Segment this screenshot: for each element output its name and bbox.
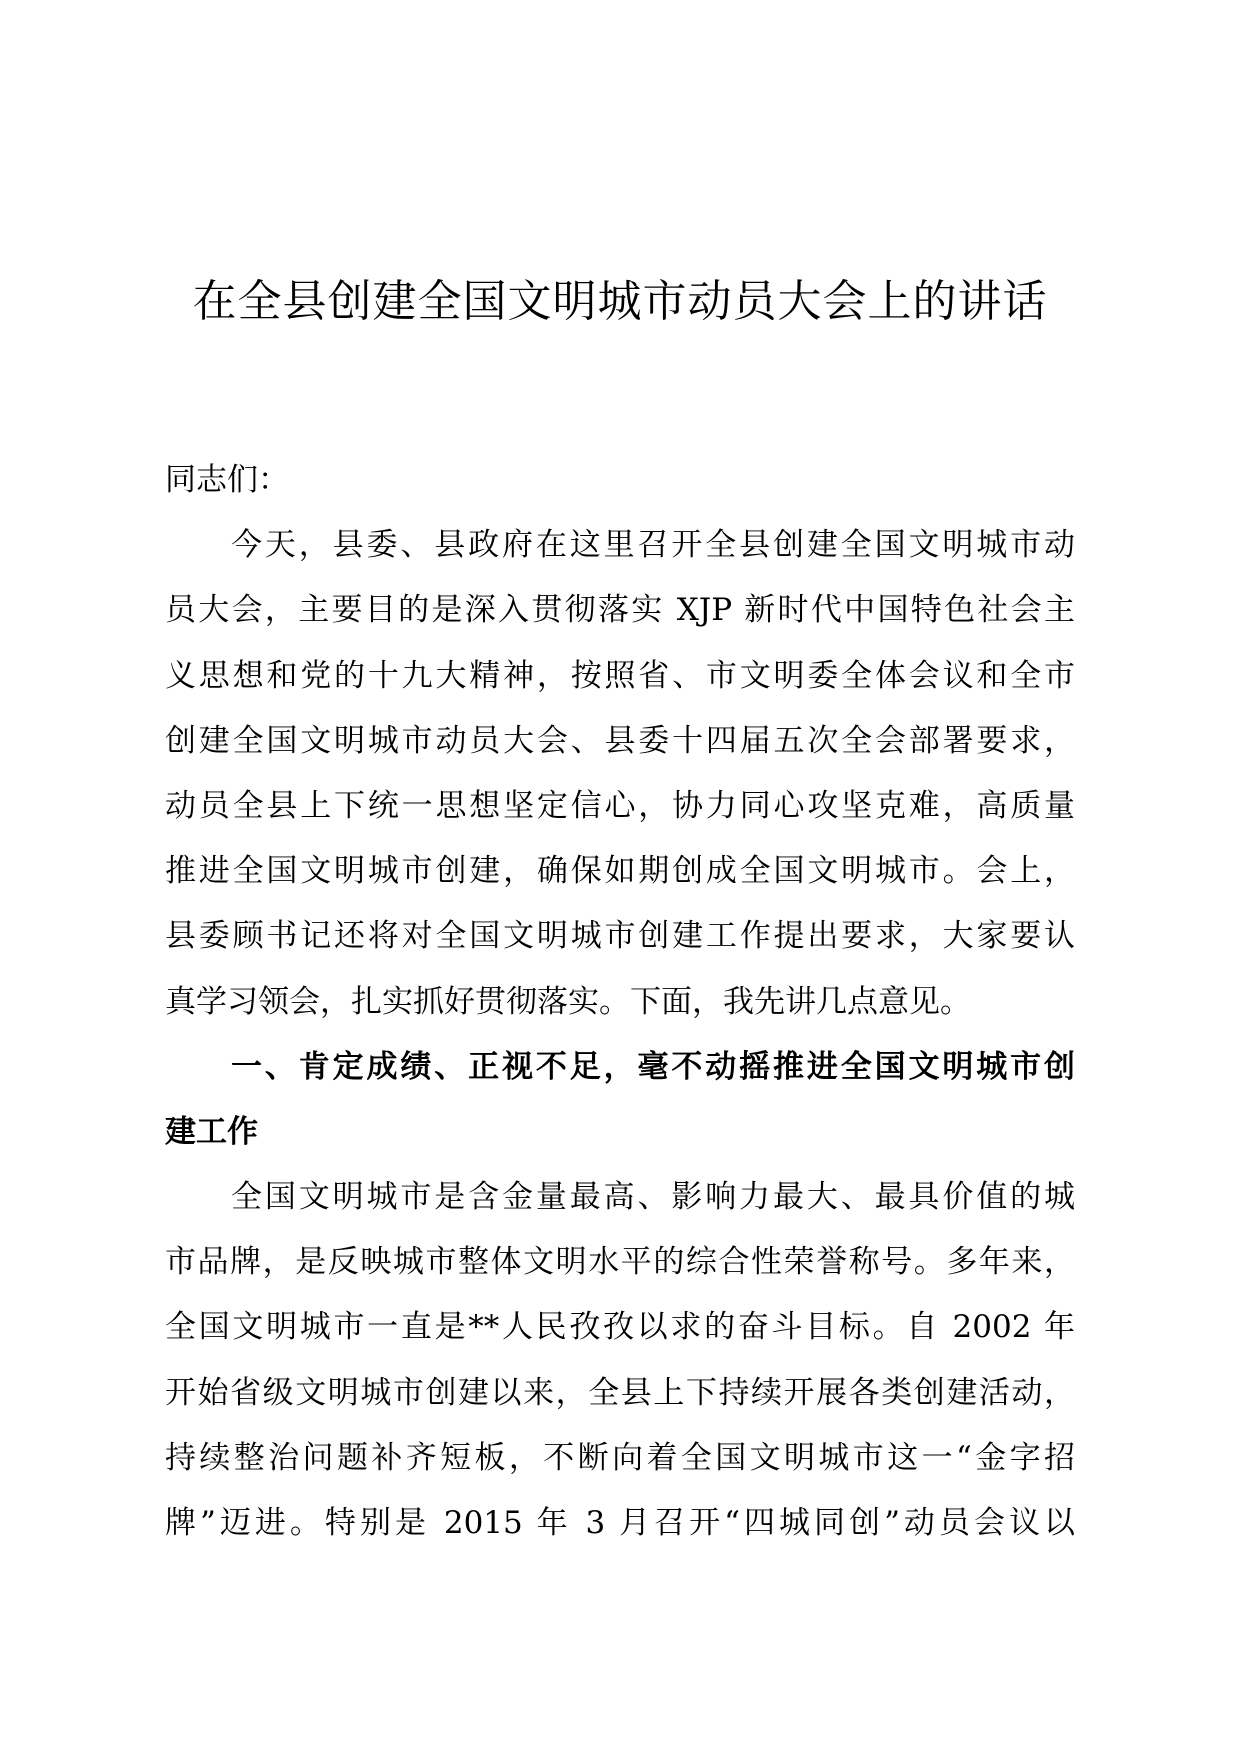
- section-heading-line: 一、肯定成绩、正视不足，毫不动摇推进全国文明城市创: [231, 1048, 1075, 1085]
- paragraph-line: 牌”迈进。特别是 2015 年 3 月召开“四城同创”动员会议以: [165, 1505, 1075, 1541]
- paragraph-line: 真学习领会，扎实抓好贯彻落实。下面，我先讲几点意见。: [165, 983, 971, 1020]
- section-heading-line: 建工作: [165, 1113, 258, 1150]
- paragraph-line: 同志们：: [165, 462, 289, 498]
- paragraph-line: 持续整治问题补齐短板，不断向着全国文明城市这一“金字招: [165, 1439, 1075, 1476]
- paragraph-line: 全国文明城市是含金量最高、影响力最大、最具价值的城: [231, 1179, 1075, 1216]
- paragraph-line: 义思想和党的十九大精神，按照省、市文明委全体会议和全市: [165, 657, 1075, 694]
- paragraph-line: 开始省级文明城市创建以来，全县上下持续开展各类创建活动，: [165, 1374, 1075, 1411]
- paragraph-line: 县委顾书记还将对全国文明城市创建工作提出要求，大家要认: [165, 918, 1075, 955]
- document-title: 在全县创建全国文明城市动员大会上的讲话: [192, 276, 1048, 327]
- paragraph-line: 创建全国文明城市动员大会、县委十四届五次全会部署要求，: [165, 722, 1075, 759]
- paragraph-line: 市品牌，是反映城市整体文明水平的综合性荣誉称号。多年来，: [165, 1244, 1075, 1281]
- paragraph-line: 推进全国文明城市创建，确保如期创成全国文明城市。会上，: [165, 853, 1075, 890]
- document-body: [165, 448, 1075, 1556]
- paragraph-line: 动员全县上下统一思想坚定信心，协力同心攻坚克难，高质量: [165, 787, 1075, 824]
- paragraph-line: 今天，县委、县政府在这里召开全县创建全国文明城市动: [231, 527, 1075, 564]
- paragraph-line: 员大会，主要目的是深入贯彻落实 XJP 新时代中国特色社会主: [165, 592, 1075, 629]
- paragraph-line: 全国文明城市一直是**人民孜孜以求的奋斗目标。自 2002 年: [165, 1309, 1075, 1346]
